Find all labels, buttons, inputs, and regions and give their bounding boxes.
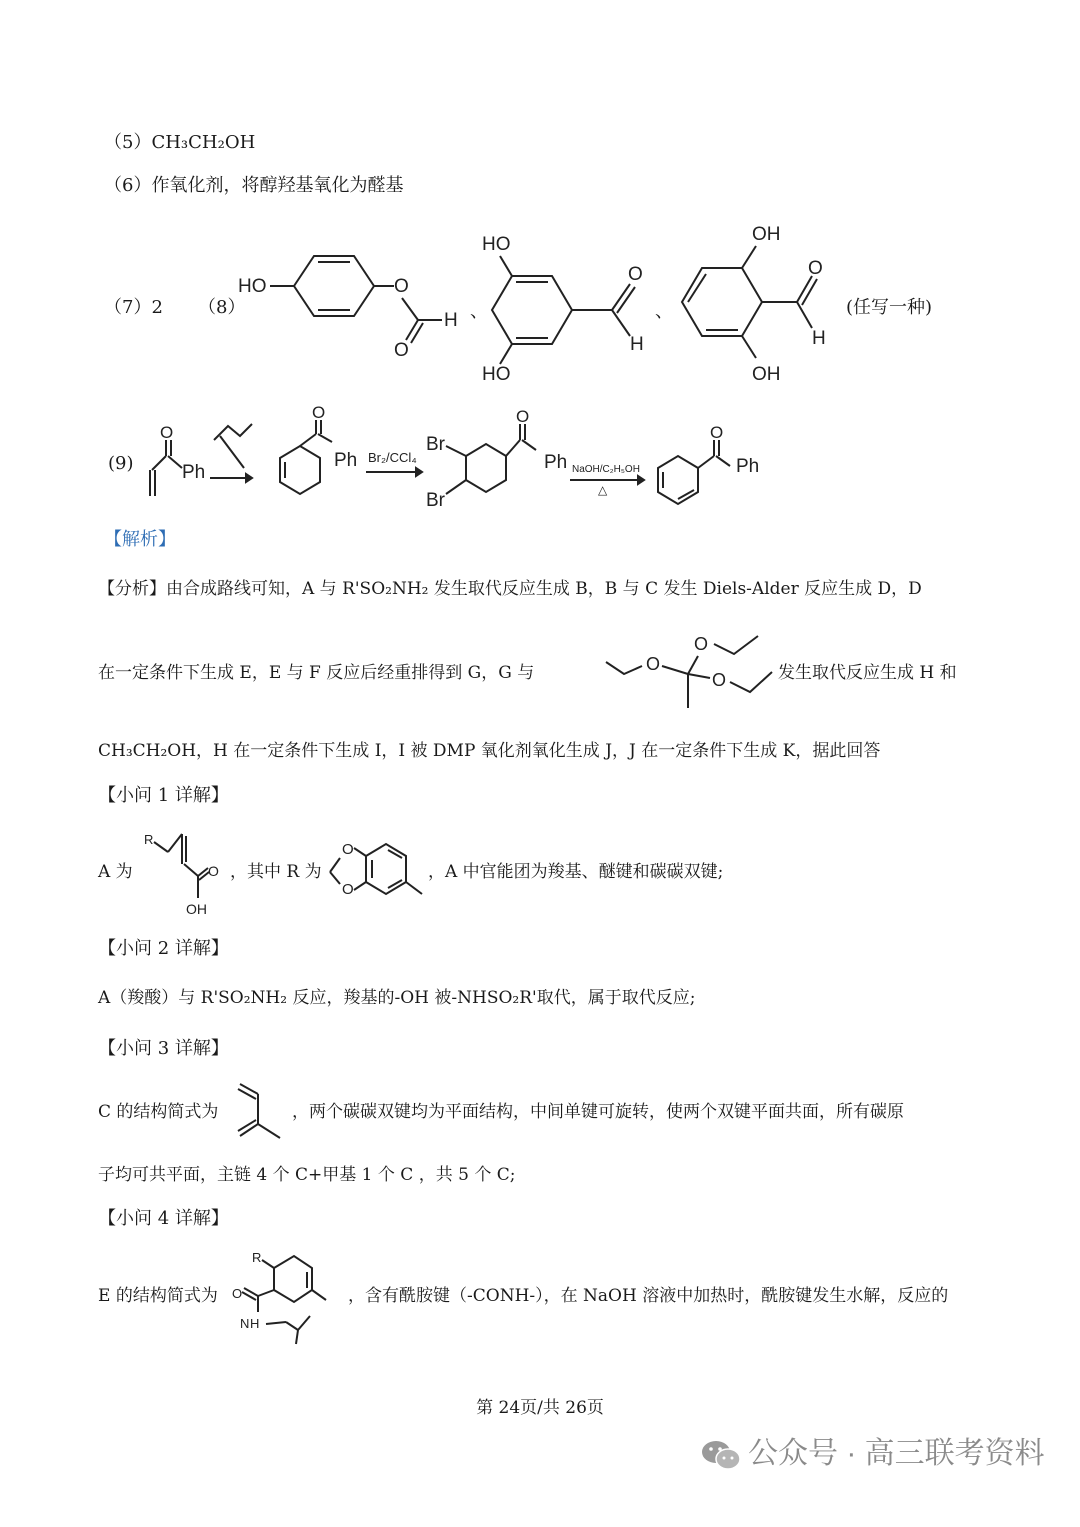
label-ho-top: HO (482, 234, 511, 255)
q1-mid: ，其中 R 为 (230, 862, 322, 882)
label-ph-3: Ph (544, 452, 568, 473)
label-h-amide: H (250, 1316, 260, 1331)
label-o-amide: O (232, 1286, 243, 1301)
label-o-3: O (712, 670, 727, 690)
watermark-text: 公众号 · 高三联考资料 (748, 1437, 1045, 1470)
answer-6-number: （6） (104, 175, 152, 196)
label-ph-2: Ph (334, 450, 358, 471)
molecule-dihydroxybenzaldehyde-26 (672, 220, 847, 390)
label-r-e: R (252, 1250, 262, 1265)
answer-7-number: （7） (104, 297, 152, 318)
molecule-dihydroxybenzaldehyde-35 (480, 228, 660, 388)
q2-title: 【小问 2 详解】 (98, 938, 229, 959)
molecule-hydroxyphenyl-formate (236, 240, 476, 370)
q4-text-b: ，含有酰胺键（-CONH-），在 NaOH 溶液中加热时，酰胺键发生水解，反应的 (348, 1286, 949, 1306)
answer-5 (104, 131, 255, 155)
label-oh-acid: OH (186, 901, 207, 917)
q1-end: ，A 中官能团为羧基、醚键和碳碳双键; (428, 862, 724, 882)
label-h-formyl: H (444, 310, 458, 331)
label-oh-top: OH (752, 224, 781, 245)
label-ph-4: Ph (736, 456, 760, 477)
answer-9-number: (9) (108, 453, 134, 474)
answer-6 (104, 174, 403, 198)
q3-text-b: ，两个碳碳双键均为平面结构，中间单键可旋转，使两个双键平面共面，所有碳原 (292, 1102, 904, 1122)
separator-2: 、 (655, 301, 673, 322)
label-o-ketone-3: O (516, 407, 530, 426)
label-o-dioxole-2: O (342, 881, 354, 898)
label-o-ketone-4: O (710, 423, 724, 442)
answer-7-value: 2 (151, 297, 163, 318)
label-r: R (144, 832, 154, 847)
label-ho-bottom: HO (482, 364, 511, 385)
label-oh-bottom: OH (752, 364, 781, 385)
q3-text-c: 子均可共平面，主链 4 个 C+甲基 1 个 C ，共 5 个 C; (98, 1165, 516, 1185)
answer-8-number: （8） (198, 297, 246, 318)
reagent-br2: Br₂/CCl₄ (368, 450, 417, 465)
label-h-aldehyde-2: H (812, 328, 826, 349)
watermark (700, 1428, 1045, 1472)
label-o-aldehyde-2: O (808, 258, 823, 279)
answer-7 (104, 296, 163, 320)
molecule-a-acid (142, 826, 232, 918)
label-o-aldehyde: O (628, 264, 643, 285)
separator-1: 、 (470, 301, 488, 322)
molecule-triethyl-orthoacetate (602, 622, 782, 712)
label-o-2: O (694, 634, 709, 654)
label-o-dioxole-1: O (342, 841, 354, 858)
label-ph-1: Ph (182, 462, 206, 483)
analysis-paragraph-2a: 在一定条件下生成 E，E 与 F 反应后经重排得到 G，G 与 (98, 663, 535, 683)
label-br-top: Br (426, 434, 445, 455)
label-o-ester: O (394, 276, 409, 297)
page-footer: 第 24页/共 26页 (476, 1398, 604, 1418)
label-o-ketone-1: O (160, 423, 174, 442)
q4-text-a: E 的结构简式为 (98, 1286, 218, 1306)
answer-6-text: 作氧化剂，将醇羟基氧化为醛基 (151, 175, 404, 196)
answer-5-text: CH₃CH₂OH (151, 132, 256, 153)
molecule-e-amide (226, 1244, 346, 1348)
synthesis-scheme (140, 403, 780, 520)
q1-title: 【小问 1 详解】 (98, 785, 229, 806)
answer-5-number: （5） (104, 132, 152, 153)
analysis-paragraph-3: CH₃CH₂OH，H 在一定条件下生成 I，I 被 DMP 氧化剂氧化生成 J，J 在一定条件下生成 K，据此回答 (98, 741, 881, 761)
label-n-amide: N (240, 1316, 250, 1331)
analysis-paragraph-2b: 发生取代反应生成 H 和 (778, 663, 957, 683)
reagent-naoh: NaOH/C₂H₅OH (572, 464, 640, 475)
wechat-icon (700, 1438, 742, 1472)
molecule-isoprene (232, 1080, 292, 1146)
q4-title: 【小问 4 详解】 (98, 1208, 229, 1229)
analysis-paragraph-1: 【分析】由合成路线可知，A 与 R'SO₂NH₂ 发生取代反应生成 B，B 与 C 发生 Diels-Alder 反应生成 D，D (98, 579, 922, 599)
label-o-ketone-2: O (312, 403, 326, 422)
q2-text: A（羧酸）与 R'SO₂NH₂ 反应，羧基的-OH 被-NHSO₂R'取代，属于取代反应; (98, 988, 696, 1008)
label-o-acid: O (208, 863, 219, 879)
answer-8-note: (任写一种) (846, 297, 933, 318)
q1-a-label: A 为 (98, 862, 133, 882)
label-o-carbonyl: O (394, 340, 409, 361)
label-h-aldehyde: H (630, 334, 644, 355)
q3-title: 【小问 3 详解】 (98, 1038, 229, 1059)
q3-text-a: C 的结构简式为 (98, 1102, 219, 1122)
label-br-bottom: Br (426, 490, 445, 511)
label-o-1: O (646, 654, 661, 674)
section-title-analysis: 【解析】 (104, 529, 176, 550)
heat-symbol: △ (598, 483, 608, 497)
label-ho: HO (238, 276, 267, 297)
molecule-r-group (324, 834, 434, 914)
